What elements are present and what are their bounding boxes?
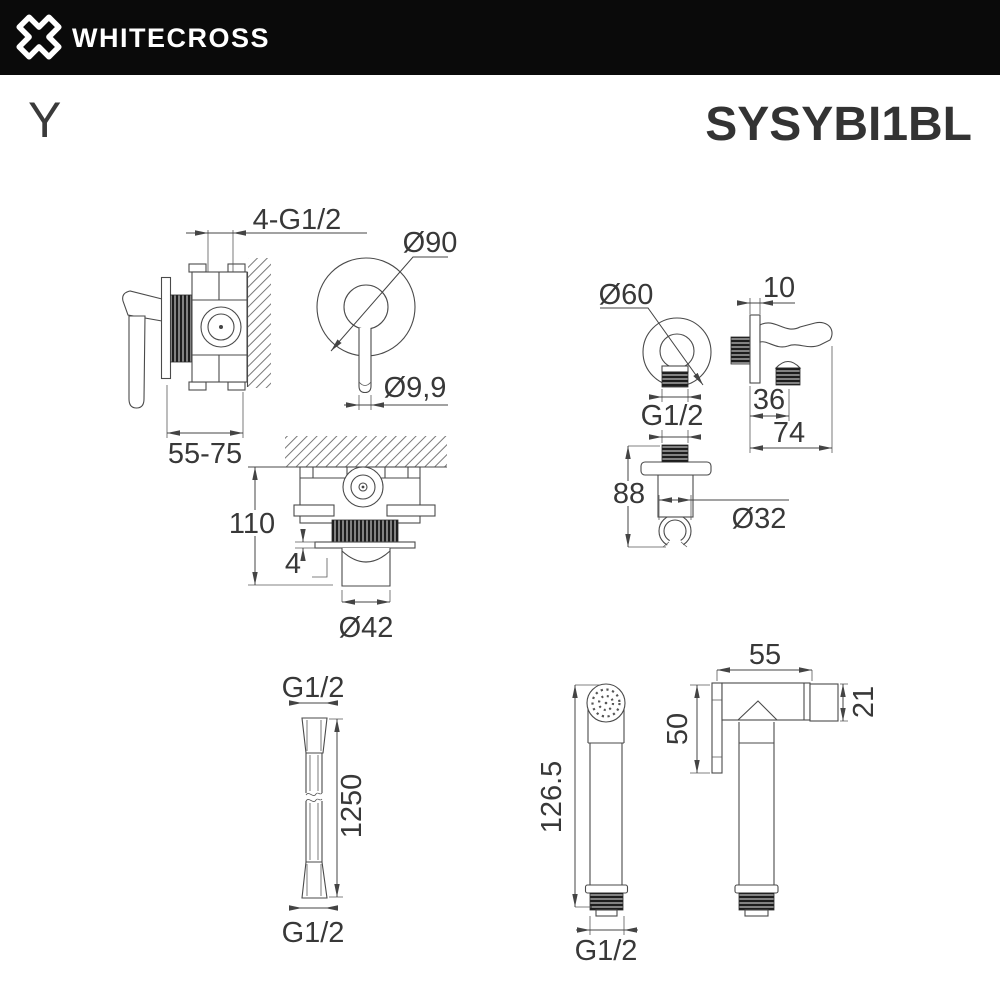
holder-arm-thread <box>776 368 800 385</box>
handshower-thread <box>590 893 623 910</box>
trim-plate-edge <box>315 542 415 548</box>
holder-thread <box>662 445 688 462</box>
mixer-top-view <box>229 436 447 644</box>
trim-handle-stem <box>359 328 371 393</box>
handshower-flange <box>586 885 628 893</box>
header-bar <box>0 0 1000 75</box>
dim-hose-thread-top: G1/2 <box>281 672 345 704</box>
mixer-escutcheon-edge <box>162 278 171 379</box>
outlet-front-view <box>599 279 711 443</box>
dim-mixer-depth: 55-75 <box>167 438 243 470</box>
dim-head-l: 55 <box>748 639 782 671</box>
series-label: Y <box>28 92 62 148</box>
outlet-wall-plate <box>750 315 760 383</box>
dim-shower-thread: G1/2 <box>574 935 638 967</box>
head-back-plate <box>712 683 722 773</box>
hose-tube <box>306 753 322 862</box>
hose-top-fitting <box>302 718 327 753</box>
dim-hook-d: Ø32 <box>731 503 787 535</box>
wall-hatch <box>248 258 271 388</box>
trim-front-view <box>317 227 457 410</box>
dim-trim-thickness: 4 <box>284 548 302 580</box>
head-endcap <box>810 684 838 721</box>
model-code: SYSYBI1BL <box>705 98 972 151</box>
holder-view <box>611 445 789 551</box>
outlet-nipple-thread <box>731 337 750 364</box>
dim-outlet-d: Ø60 <box>598 279 654 311</box>
handshower-side-view <box>662 639 880 916</box>
handshower-handle <box>588 709 624 885</box>
dim-shower-h: 126.5 <box>536 760 568 834</box>
outlet-side-view <box>731 272 832 453</box>
dim-head-d: 21 <box>848 685 880 719</box>
side-thread <box>739 893 774 910</box>
mixer-sleeve-thread <box>171 295 192 362</box>
dim-mixer-ports: 4-G1/2 <box>252 204 342 236</box>
dim-holder-h: 88 <box>612 478 646 510</box>
wall-hatch-top <box>285 436 447 467</box>
dim-holder-offset: 36 <box>752 384 786 416</box>
hose-bottom-fitting <box>302 862 327 898</box>
dim-cap-d: Ø42 <box>338 612 394 644</box>
hose-view <box>282 672 368 949</box>
hose-break-symbol <box>306 793 322 802</box>
dim-trim-handle-d: Ø9,9 <box>383 372 447 404</box>
dim-outlet-depth: 74 <box>772 417 806 449</box>
side-handle <box>739 722 774 885</box>
handshower-front-view <box>536 684 638 967</box>
holder-flange <box>641 462 711 475</box>
holder-arm <box>760 322 832 346</box>
dim-trim-plate-d: Ø90 <box>402 227 458 259</box>
outlet-thread <box>662 372 688 387</box>
trim-cap <box>342 548 390 586</box>
dim-hose-thread-bottom: G1/2 <box>281 917 345 949</box>
dim-outlet-plate-t: 10 <box>762 272 796 304</box>
head-barrel <box>722 683 810 720</box>
brand-name: WHITECROSS <box>72 23 271 53</box>
dim-head-h: 50 <box>662 712 694 746</box>
holder-body <box>658 475 693 517</box>
sleeve-thread-top <box>332 520 398 542</box>
dim-hose-length: 1250 <box>336 773 368 839</box>
dim-outlet-thread: G1/2 <box>640 400 704 432</box>
dim-mixer-height: 110 <box>228 508 276 540</box>
